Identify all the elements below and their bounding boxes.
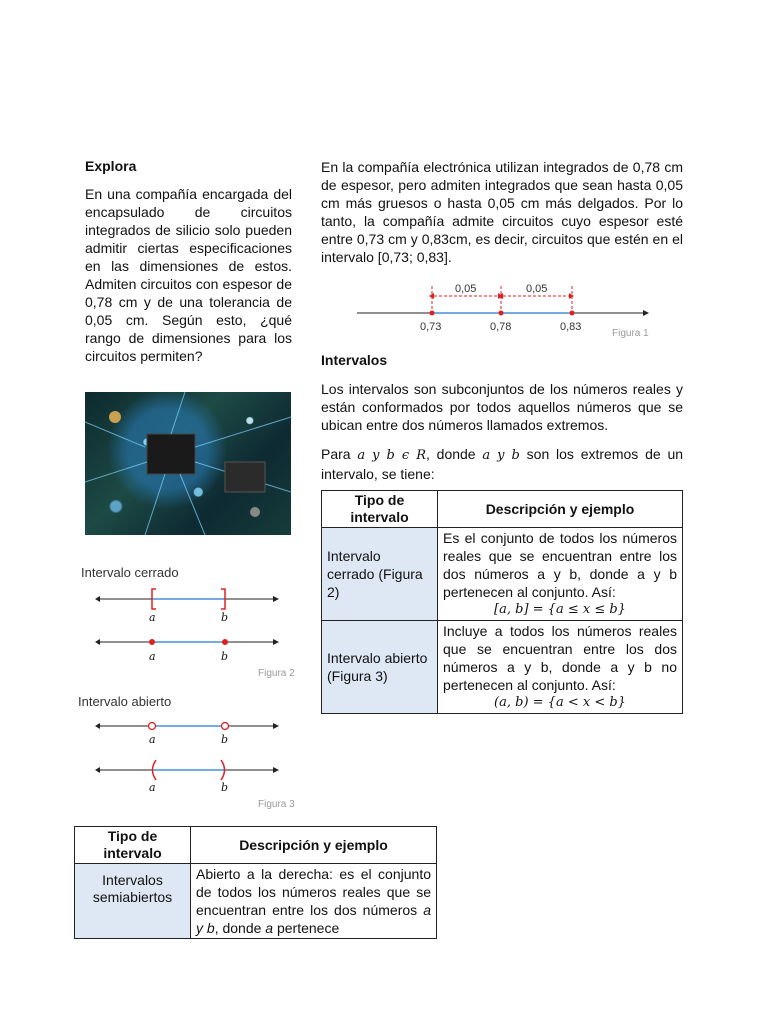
figure1-tick-2: 0,83 [560,321,582,333]
figure3-number-lines [95,712,280,787]
figure3-caption: Figura 3 [258,799,295,810]
desc-text-open: Incluye a todos los números reales que se encuentran entre los dos números a y b, donde a y b no pertenecen al conjunto. Así: [443,623,677,693]
table-header-type: Tipo de intervalo [322,491,438,528]
open-circles-line [95,723,279,730]
figure2-label-a1: a [149,611,156,624]
table-header-desc: Descripción y ejemplo [438,491,683,528]
row-type-closed: Intervalo cerrado (Figura 2) [322,528,438,621]
figure3-label-b1: b [221,733,229,746]
table-row [322,528,683,621]
row-type-open: Intervalo abierto (Figura 3) [322,621,438,714]
para-prefix: Para [321,446,351,462]
para-mid: , donde [425,446,476,462]
formula-closed: [a, b] = {a ≤ x ≤ b} [494,602,626,617]
desc-text-1: Abierto a la derecha: es el conjunto de todos los números reales que se encuentran entre los dos números [196,866,431,918]
figure3-label-a1: a [149,733,156,746]
figure1-caption: Figura 1 [612,328,649,339]
desc-ital-1: a y b [196,902,431,936]
desc-text-closed: Es el conjunto de todos los números reales que se encuentran entre los dos números a y b, donde a y b pertenecen al conjunto. Así: [443,530,677,600]
figure1-gap-2: 0,05 [526,283,548,295]
desc-ital-2: a [265,920,274,936]
intervals-table [321,490,683,714]
figure2-title: Intervalo cerrado [81,565,179,580]
row-desc-semiopen [191,864,437,939]
intervalos-heading: Intervalos [321,352,388,368]
table-header-desc: Descripción y ejemplo [191,827,437,864]
table-header-row [75,827,437,864]
desc-text-2: , donde [214,920,266,936]
figure2-label-b2: b [221,650,229,663]
table-header-row [322,491,683,528]
circuit-board-graphic [85,392,291,535]
formula-open: (a, b) = {a < x < b} [494,695,626,710]
figure1-tick-0: 0,73 [420,321,442,333]
right-intro-paragraph: En la compañía electrónica utilizan integrados de 0,78 cm de espesor, pero admiten integrados que sean hasta 0,05 cm más gruesos o hasta 0,05 cm más delgados. Por lo tanto, la compañía admite circuitos cuyo espesor esté entre 0,73 cm y 0,83cm, es decir, circuitos que estén en el intervalo [0,73; 0,83]. [321,159,683,265]
figure1-tick-1: 0,78 [490,321,512,333]
circuit-board-image [85,392,291,535]
desc-text-3: pertenece [273,920,340,936]
figure1-gap-1: 0,05 [455,283,477,295]
row-type-semiopen: Intervalos semiabiertos [75,864,191,939]
figure2-label-b1: b [221,611,229,624]
intervalos-paragraph: Los intervalos son subconjuntos de los números reales y están conformados por todos aquellos números que se ubican entre dos números llamados extremos. [321,381,683,433]
row-desc-open [438,621,683,714]
table-row [75,864,437,939]
closed-brackets-line [95,589,279,609]
open-parentheses-line [95,760,279,780]
row-desc-closed [438,528,683,621]
para-math-2: a y b [482,448,520,463]
figure3-label-a2: a [149,781,156,794]
explora-paragraph: En una compañía encargada del encapsulado de circuitos integrados de silicio solo pueden admitir ciertas especificaciones en las dimensiones de estos. Admiten circuitos con espesor de 0,78 cm y de una tolerancia de 0,05 cm. Según esto, ¿qué rango de dimensiones para los circuitos permiten? [85,186,292,364]
closed-points-line [95,639,279,645]
para-math-1: a y b ϵ R [357,448,426,463]
figure2-label-a2: a [149,650,156,663]
intervalos-para-ab [321,445,683,483]
para-suffix: son los extremos de un intervalo, se tiene: [321,446,684,482]
table-header-type: Tipo de intervalo [75,827,191,864]
figure3-title: Intervalo abierto [78,694,172,709]
table-row [322,621,683,714]
explora-heading: Explora [85,158,137,174]
figure2-number-lines [95,582,280,662]
semiopen-table [74,826,437,939]
figure2-caption: Figura 2 [258,668,295,679]
figure3-label-b2: b [221,781,229,794]
